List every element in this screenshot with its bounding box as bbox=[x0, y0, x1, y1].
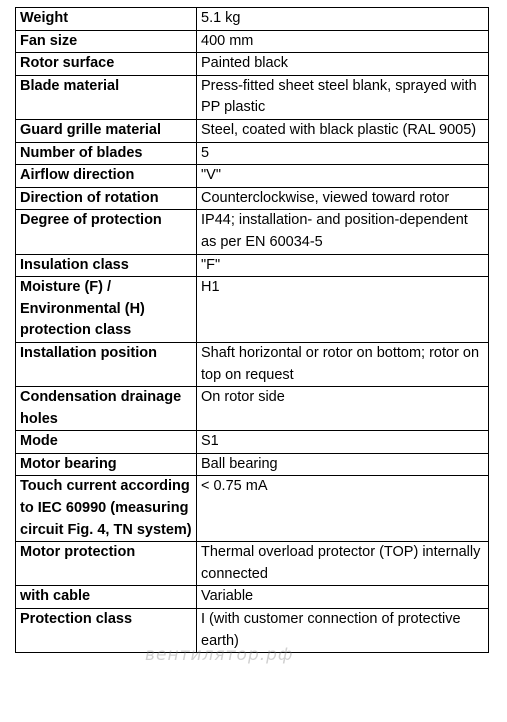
spec-label-guard-grille-material: Guard grille material bbox=[16, 119, 197, 142]
specification-table bbox=[15, 7, 489, 653]
table-row bbox=[16, 142, 489, 165]
table-row bbox=[16, 30, 489, 53]
table-row bbox=[16, 542, 489, 586]
spec-value-direction-of-rotation: Counterclockwise, viewed toward rotor bbox=[197, 187, 489, 210]
spec-value-condensation-drainage-holes: On rotor side bbox=[197, 387, 489, 431]
table-row bbox=[16, 342, 489, 386]
spec-label-touch-current: Touch current according to IEC 60990 (measuring circuit Fig. 4, TN system) bbox=[16, 476, 197, 542]
spec-value-guard-grille-material: Steel, coated with black plastic (RAL 9005) bbox=[197, 119, 489, 142]
table-row bbox=[16, 431, 489, 454]
spec-value-rotor-surface: Painted black bbox=[197, 53, 489, 76]
spec-label-direction-of-rotation: Direction of rotation bbox=[16, 187, 197, 210]
spec-label-blade-material: Blade material bbox=[16, 75, 197, 119]
spec-label-installation-position: Installation position bbox=[16, 342, 197, 386]
spec-value-insulation-class: "F" bbox=[197, 254, 489, 277]
table-row bbox=[16, 609, 489, 653]
table-row bbox=[16, 277, 489, 343]
table-row bbox=[16, 387, 489, 431]
spec-label-protection-class: Protection class bbox=[16, 609, 197, 653]
spec-label-moisture-environmental-protection-class: Moisture (F) / Environmental (H) protection class bbox=[16, 277, 197, 343]
spec-value-moisture-environmental-protection-class: H1 bbox=[197, 277, 489, 343]
spec-label-condensation-drainage-holes: Condensation drainage holes bbox=[16, 387, 197, 431]
spec-label-insulation-class: Insulation class bbox=[16, 254, 197, 277]
spec-label-mode: Mode bbox=[16, 431, 197, 454]
spec-value-number-of-blades: 5 bbox=[197, 142, 489, 165]
spec-value-blade-material: Press-fitted sheet steel blank, sprayed with PP plastic bbox=[197, 75, 489, 119]
table-row bbox=[16, 586, 489, 609]
table-row bbox=[16, 119, 489, 142]
spec-value-protection-class: I (with customer connection of protective earth) bbox=[197, 609, 489, 653]
table-row bbox=[16, 254, 489, 277]
spec-value-with-cable: Variable bbox=[197, 586, 489, 609]
spec-label-fan-size: Fan size bbox=[16, 30, 197, 53]
spec-value-degree-of-protection: IP44; installation- and position-dependent as per EN 60034-5 bbox=[197, 210, 489, 254]
spec-label-weight: Weight bbox=[16, 8, 197, 31]
table-row bbox=[16, 476, 489, 542]
table-row bbox=[16, 53, 489, 76]
spec-label-motor-protection: Motor protection bbox=[16, 542, 197, 586]
spec-label-motor-bearing: Motor bearing bbox=[16, 453, 197, 476]
spec-value-motor-protection: Thermal overload protector (TOP) internally connected bbox=[197, 542, 489, 586]
spec-value-airflow-direction: "V" bbox=[197, 165, 489, 188]
spec-value-motor-bearing: Ball bearing bbox=[197, 453, 489, 476]
spec-label-rotor-surface: Rotor surface bbox=[16, 53, 197, 76]
table-row bbox=[16, 8, 489, 31]
table-row bbox=[16, 210, 489, 254]
spec-value-installation-position: Shaft horizontal or rotor on bottom; rotor on top on request bbox=[197, 342, 489, 386]
spec-label-with-cable: with cable bbox=[16, 586, 197, 609]
watermark: вентилятор.рф bbox=[145, 645, 294, 665]
table-row bbox=[16, 187, 489, 210]
spec-label-airflow-direction: Airflow direction bbox=[16, 165, 197, 188]
table-row bbox=[16, 453, 489, 476]
spec-value-touch-current: < 0.75 mA bbox=[197, 476, 489, 542]
table-row bbox=[16, 165, 489, 188]
spec-value-weight: 5.1 kg bbox=[197, 8, 489, 31]
spec-label-number-of-blades: Number of blades bbox=[16, 142, 197, 165]
spec-value-fan-size: 400 mm bbox=[197, 30, 489, 53]
table-row bbox=[16, 75, 489, 119]
spec-label-degree-of-protection: Degree of protection bbox=[16, 210, 197, 254]
spec-value-mode: S1 bbox=[197, 431, 489, 454]
